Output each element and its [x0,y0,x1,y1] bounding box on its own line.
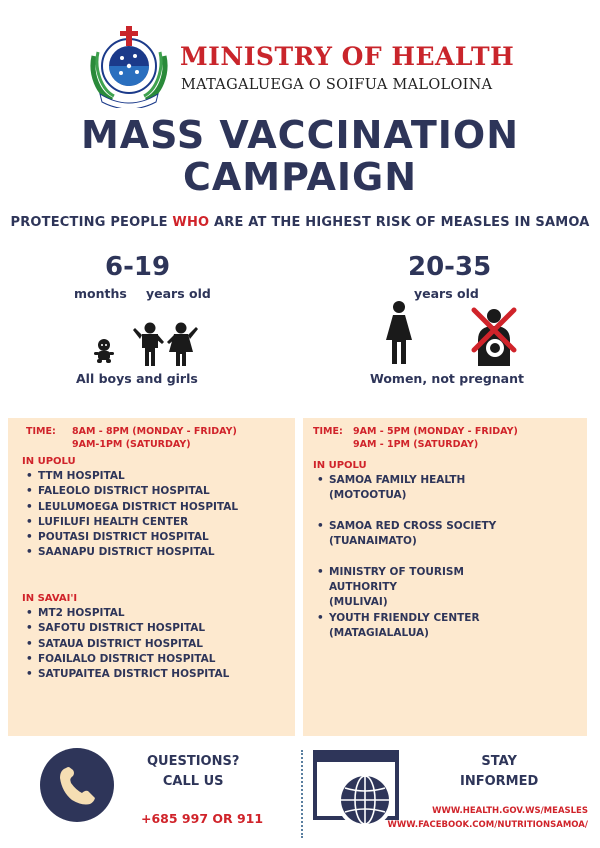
campaign-title-line2: CAMPAIGN [182,155,417,199]
saturday-hours: 9AM-1PM (SATURDAY) [72,439,191,450]
region-upolu: IN UPOLU [22,456,76,467]
list-item: • TTM HOSPITAL [26,469,238,484]
tagline-highlight: WHO [172,215,210,230]
woman-icon [385,300,413,366]
list-item: • SAANAPU DISTRICT HOSPITAL [26,545,238,560]
ministry-header [88,22,518,112]
list-item: • POUTASI DISTRICT HOSPITAL [26,530,238,545]
stay-informed-text: STAY INFORMED [460,754,539,789]
upolu-site-list [26,469,238,561]
contact-links [387,804,588,832]
children-age-range: 6-19 [105,252,171,282]
phone-number[interactable]: +685 997 OR 911 [141,811,264,826]
children-unit-months: months [74,286,127,301]
saturday-hours: 9AM - 1PM (SATURDAY) [353,439,479,450]
list-item: • FALEOLO DISTRICT HOSPITAL [26,484,238,499]
list-item: • MT2 HOSPITAL [26,606,229,621]
region-savaii: IN SAVAI'I [22,593,78,604]
children-unit-years: years old [146,286,211,301]
ministry-title: MINISTRY OF HEALTH [180,42,515,71]
time-label: TIME: [313,426,343,437]
children-icon [133,322,199,366]
phone-icon[interactable] [40,748,114,822]
women-group-label: Women, not pregnant [370,371,524,386]
list-item: • LUFILUFI HEALTH CENTER [26,515,238,530]
footer-divider [301,750,303,838]
list-item: • SAMOA RED CROSS SOCIETY (TUANAIMATO) [317,519,517,565]
ministry-subtitle: MATAGALUEGA O SOIFUA MALOLOINA [181,77,493,93]
district-sites-panel [8,418,295,736]
region-upolu: IN UPOLU [313,460,367,471]
website-link[interactable]: WWW.HEALTH.GOV.WS/MEASLES [432,806,588,816]
facebook-link[interactable]: WWW.FACEBOOK.COM/NUTRITIONSAMOA/ [387,820,588,830]
weekday-hours: 9AM - 5PM (MONDAY - FRIDAY) [353,426,518,437]
list-item: • YOUTH FRIENDLY CENTER (MATAGIALALUA) [317,611,517,657]
pregnant-crossed-icon [470,306,518,366]
campaign-title-line1: MASS VACCINATION [80,113,520,157]
browser-globe-icon [313,750,399,836]
time-label: TIME: [26,426,56,437]
women-age-range: 20-35 [408,252,492,282]
baby-icon [92,338,116,366]
women-unit: years old [414,286,479,301]
questions-text: QUESTIONS? CALL US [147,754,240,789]
children-group-label: All boys and girls [76,371,198,386]
list-item: • SAMOA FAMILY HEALTH (MOTOOTUA) [317,473,517,519]
list-item: • SATUPAITEA DISTRICT HOSPITAL [26,667,229,682]
savaii-site-list [26,606,229,682]
coat-of-arms-icon [88,22,170,108]
list-item: • LEULUMOEGA DISTRICT HOSPITAL [26,500,238,515]
list-item: • FOAILALO DISTRICT HOSPITAL [26,652,229,667]
tagline: PROTECTING PEOPLE WHO ARE AT THE HIGHEST RISK OF MEASLES IN SAMOA [10,215,590,230]
urban-sites-panel [303,418,587,736]
list-item: • SATAUA DISTRICT HOSPITAL [26,637,229,652]
list-item: • SAFOTU DISTRICT HOSPITAL [26,621,229,636]
upolu-center-list [317,473,517,657]
list-item: • MINISTRY OF TOURISM AUTHORITY (MULIVAI) [317,565,517,611]
weekday-hours: 8AM - 8PM (MONDAY - FRIDAY) [72,426,237,437]
